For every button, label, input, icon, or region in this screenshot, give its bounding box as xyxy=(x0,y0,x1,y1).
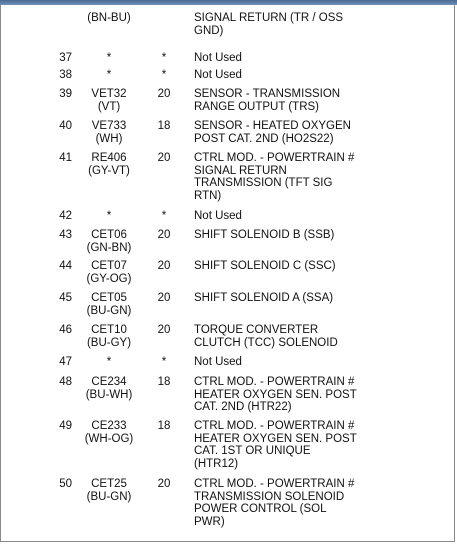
circuit-function: Not Used xyxy=(194,69,242,81)
pin-number: 38 xyxy=(59,69,72,81)
circuit-code: CET25 (BU-GN) xyxy=(86,478,132,503)
circuit-function: Not Used xyxy=(194,356,242,368)
wire-gauge: * xyxy=(161,356,167,368)
wire-gauge: 20 xyxy=(157,478,171,490)
circuit-code: * xyxy=(106,210,112,222)
circuit-function: Not Used xyxy=(194,210,242,222)
pin-number: 42 xyxy=(59,210,72,222)
pin-number: 46 xyxy=(59,324,72,336)
wire-gauge: 20 xyxy=(157,229,171,241)
circuit-function: CTRL MOD. - POWERTRAIN # TRANSMISSION SOLENOID POWER CONTROL (SOL PWR) xyxy=(194,478,355,528)
circuit-function: SENSOR - TRANSMISSION RANGE OUTPUT (TRS) xyxy=(194,88,341,113)
circuit-function: SHIFT SOLENOID A (SSA) xyxy=(194,292,334,304)
circuit-function: CTRL MOD. - POWERTRAIN # HEATER OXYGEN SEN. POST CAT. 2ND (HTR22) xyxy=(194,376,357,413)
circuit-code: * xyxy=(106,52,112,64)
pin-number: 48 xyxy=(59,376,72,388)
circuit-code: VE733 (WH) xyxy=(91,120,127,145)
circuit-code: CE234 (BU-WH) xyxy=(85,376,133,401)
circuit-function: Not Used xyxy=(194,52,242,64)
circuit-function: CTRL MOD. - POWERTRAIN # SIGNAL RETURN TRANSMISSION (TFT SIG RTN) xyxy=(194,152,355,202)
circuit-code: * xyxy=(106,356,112,368)
pin-number: 37 xyxy=(59,52,72,64)
pin-number: 41 xyxy=(59,152,72,164)
pin-number: 44 xyxy=(59,260,72,272)
circuit-code: VET32 (VT) xyxy=(91,88,127,113)
circuit-code: CET10 (BU-GY) xyxy=(86,324,132,349)
circuit-code: CET05 (BU-GN) xyxy=(86,292,132,317)
circuit-function: SHIFT SOLENOID C (SSC) xyxy=(194,260,336,272)
circuit-code: CET07 (GY-OG) xyxy=(86,260,132,285)
wire-gauge: 20 xyxy=(157,260,171,272)
wire-gauge: 18 xyxy=(157,120,171,132)
wire-gauge: * xyxy=(161,210,167,222)
circuit-function: SIGNAL RETURN (TR / OSS GND) xyxy=(194,12,344,37)
circuit-code: (BN-BU) xyxy=(87,12,131,24)
wire-gauge: * xyxy=(161,69,167,81)
pin-number: 39 xyxy=(59,88,72,100)
pin-number: 40 xyxy=(59,120,72,132)
wire-gauge: 18 xyxy=(157,376,171,388)
circuit-function: SHIFT SOLENOID B (SSB) xyxy=(194,229,335,241)
wire-gauge: 20 xyxy=(157,292,171,304)
circuit-function: CTRL MOD. - POWERTRAIN # HEATER OXYGEN SEN. POST CAT. 1ST OR UNIQUE (HTR12) xyxy=(194,420,357,470)
pin-number: 43 xyxy=(59,229,72,241)
pin-number: 50 xyxy=(59,478,72,490)
wire-gauge: 20 xyxy=(157,324,171,336)
circuit-code: RE406 (GY-VT) xyxy=(88,152,130,177)
circuit-function: TORQUE CONVERTER CLUTCH (TCC) SOLENOID xyxy=(194,324,338,349)
wire-gauge: 20 xyxy=(157,88,171,100)
circuit-function: SENSOR - HEATED OXYGEN POST CAT. 2ND (HO2S22) xyxy=(194,120,351,145)
circuit-code: CET06 (GN-BN) xyxy=(86,229,132,254)
wire-gauge: 20 xyxy=(157,152,171,164)
circuit-code: * xyxy=(106,69,112,81)
circuit-code: CE233 (WH-OG) xyxy=(84,420,134,445)
wire-gauge: 18 xyxy=(157,420,171,432)
pin-number: 49 xyxy=(59,420,72,432)
pin-number: 45 xyxy=(59,292,72,304)
wire-gauge: * xyxy=(161,52,167,64)
pin-number: 47 xyxy=(59,356,72,368)
